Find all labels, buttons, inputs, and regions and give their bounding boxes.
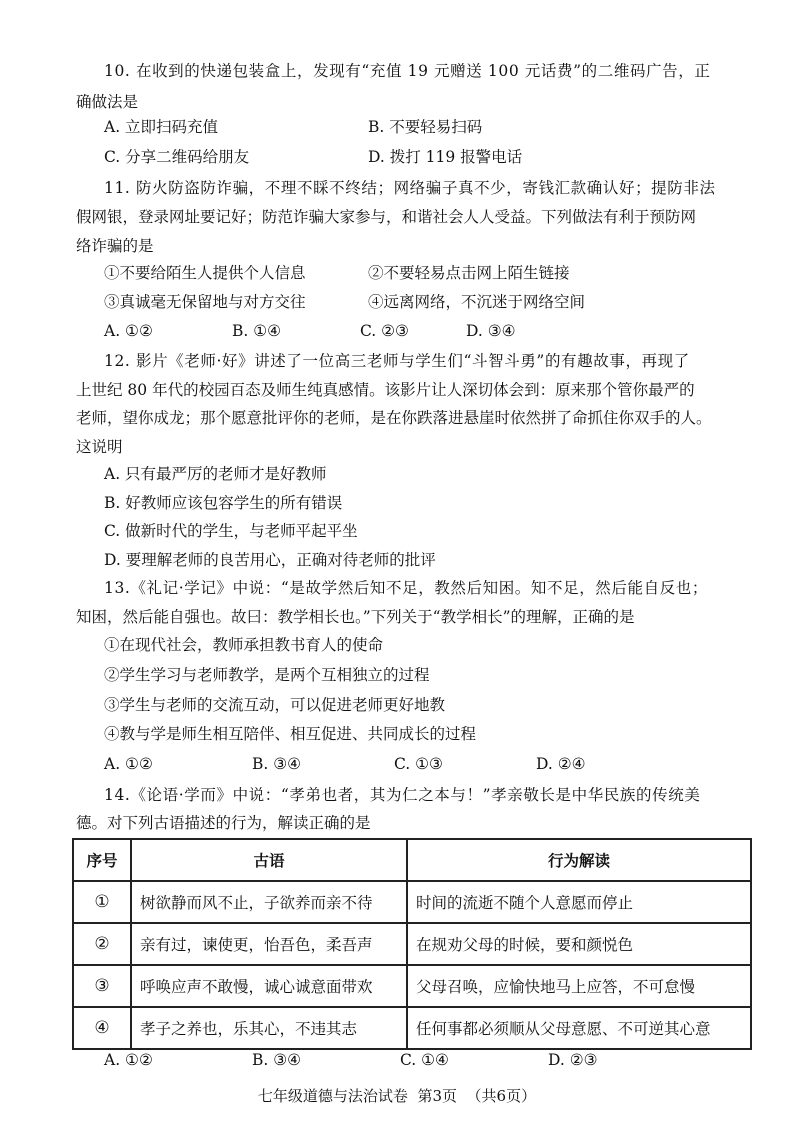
q13-stem-line1: 13.《礼记·学记》中说：“是故学然后知不足，教然后知困。知不足，然后能自反也； bbox=[104, 579, 709, 597]
table-row bbox=[73, 881, 751, 923]
row-index: ② bbox=[73, 923, 131, 965]
q13-option-b: B. ③④ bbox=[252, 755, 302, 773]
q11-stem-line2: 假网银，登录网址要记好；防范诈骗大家参与，和谐社会人人受益。下列做法有利于预防网 bbox=[76, 208, 697, 226]
q11-option-a: A. ①② bbox=[104, 322, 153, 340]
q12-stem-line4: 这说明 bbox=[76, 438, 123, 456]
q14-option-b: B. ③④ bbox=[252, 1051, 302, 1069]
row-quote: 亲有过，谏使更，怡吾色，柔吾声 bbox=[131, 923, 407, 965]
q12-stem-line1: 12. 影片《老师·好》讲述了一位高三老师与学生们“斗智斗勇”的有趣故事，再现了 bbox=[104, 352, 690, 370]
row-interpretation: 父母召唤，应愉快地马上应答，不可怠慢 bbox=[407, 965, 751, 1007]
q10-stem-line1: 10. 在收到的快递包装盒上，发现有“充值 19 元赠送 100 元话费”的二维码广告，正 bbox=[104, 62, 711, 80]
row-quote: 树欲静而风不止，子欲养而亲不待 bbox=[131, 881, 407, 923]
q13-item-1: ①在现代社会，教师承担教书育人的使命 bbox=[104, 636, 384, 654]
table-row bbox=[73, 1007, 751, 1049]
q11-item-4: ④远离网络，不沉迷于网络空间 bbox=[368, 293, 586, 311]
row-quote: 呼唤应声不敢慢，诚心诚意面带欢 bbox=[131, 965, 407, 1007]
table-header-interpretation: 行为解读 bbox=[407, 839, 751, 881]
q13-option-d: D. ②④ bbox=[536, 755, 586, 773]
row-quote: 孝子之养也，乐其心，不违其志 bbox=[131, 1007, 407, 1049]
table-row bbox=[73, 923, 751, 965]
q11-item-2: ②不要轻易点击网上陌生链接 bbox=[368, 264, 570, 282]
q11-option-c: C. ②③ bbox=[360, 322, 409, 340]
q11-item-3: ③真诚毫无保留地与对方交往 bbox=[104, 293, 306, 311]
q14-stem-line1: 14.《论语·学而》中说：“孝弟也者，其为仁之本与！”孝亲敬长是中华民族的传统美 bbox=[104, 786, 701, 804]
q12-option-d: D. 要理解老师的良苦用心，正确对待老师的批评 bbox=[104, 551, 436, 569]
row-interpretation: 任何事都必须顺从父母意愿、不可逆其心意 bbox=[407, 1007, 751, 1049]
row-interpretation: 在规劝父母的时候，要和颜悦色 bbox=[407, 923, 751, 965]
q14-option-c: C. ①④ bbox=[400, 1051, 449, 1069]
q10-option-d: D. 拨打 119 报警电话 bbox=[368, 148, 523, 166]
q12-option-c: C. 做新时代的学生，与老师平起平坐 bbox=[104, 522, 358, 540]
q11-option-b: B. ①④ bbox=[232, 322, 282, 340]
row-index: ③ bbox=[73, 965, 131, 1007]
q14-stem-line2: 德。对下列古语描述的行为，解读正确的是 bbox=[76, 814, 371, 832]
row-interpretation: 时间的流逝不随个人意愿而停止 bbox=[407, 881, 751, 923]
q12-stem-line2: 上世纪 80 年代的校园百态及师生纯真感情。该影片让人深切体会到：原来那个管你最严的 bbox=[76, 381, 695, 399]
q12-stem-line3: 老师，望你成龙；那个愿意批评你的老师，是在你跌落进悬崖时依然拼了命抓住你双手的人。 bbox=[76, 409, 712, 427]
q11-stem-line3: 络诈骗的是 bbox=[76, 237, 154, 255]
table-row bbox=[73, 965, 751, 1007]
q13-item-3: ③学生与老师的交流互动，可以促进老师更好地教 bbox=[104, 696, 446, 714]
q12-option-b: B. 好教师应该包容学生的所有错误 bbox=[104, 494, 343, 512]
q10-option-c: C. 分享二维码给朋友 bbox=[104, 148, 250, 166]
q14-option-a: A. ①② bbox=[104, 1051, 153, 1069]
row-index: ④ bbox=[73, 1007, 131, 1049]
q10-option-a: A. 立即扫码充值 bbox=[104, 118, 219, 136]
table-header-quote: 古语 bbox=[131, 839, 407, 881]
q10-option-b: B. 不要轻易扫码 bbox=[368, 118, 483, 136]
q13-option-a: A. ①② bbox=[104, 755, 153, 773]
q13-option-c: C. ①③ bbox=[394, 755, 443, 773]
q11-item-1: ①不要给陌生人提供个人信息 bbox=[104, 264, 306, 282]
q14-table bbox=[72, 838, 752, 1050]
q13-stem-line2: 知困，然后能自强也。故曰：教学相长也。”下列关于“教学相长”的理解，正确的是 bbox=[76, 608, 635, 626]
table-header-row bbox=[73, 839, 751, 881]
page-footer: 七年级道德与法治试卷 第3页 （共6页） bbox=[257, 1087, 537, 1105]
row-index: ① bbox=[73, 881, 131, 923]
q14-option-d: D. ②③ bbox=[548, 1051, 598, 1069]
table-header-index: 序号 bbox=[73, 839, 131, 881]
q12-option-a: A. 只有最严厉的老师才是好教师 bbox=[104, 465, 327, 483]
q13-item-2: ②学生学习与老师教学，是两个互相独立的过程 bbox=[104, 666, 430, 684]
q11-option-d: D. ③④ bbox=[466, 322, 516, 340]
q10-stem-line2: 确做法是 bbox=[76, 93, 139, 111]
q13-item-4: ④教与学是师生相互陪伴、相互促进、共同成长的过程 bbox=[104, 725, 477, 743]
q11-stem-line1: 11. 防火防盗防诈骗，不理不睬不终结；网络骗子真不少，寄钱汇款确认好；提防非法 bbox=[104, 179, 716, 197]
